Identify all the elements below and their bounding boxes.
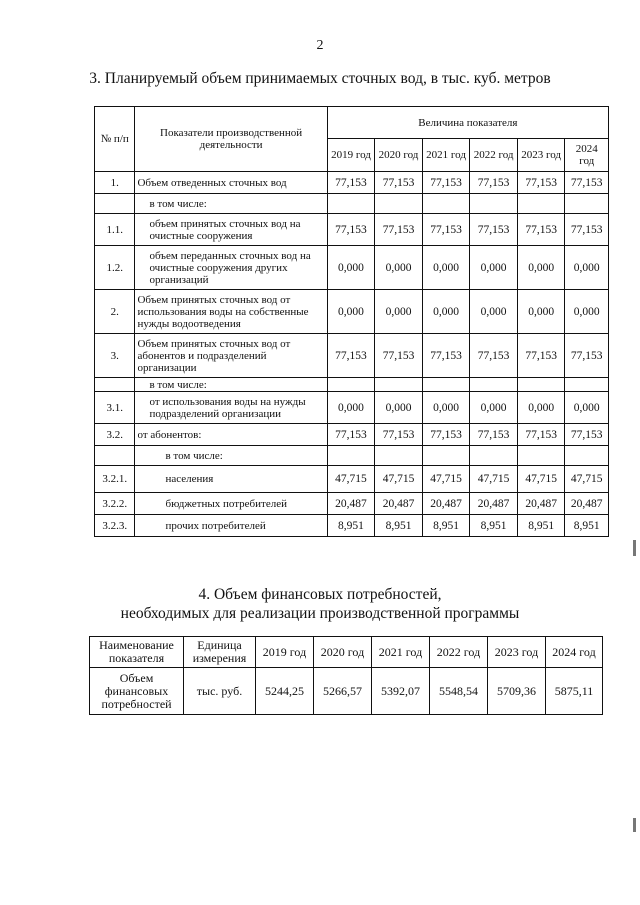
financial-needs-table [89,636,603,715]
row-value [470,194,518,214]
row-number: 3.2.1. [95,466,135,493]
row-value: 0,000 [470,246,518,290]
row-value [375,378,423,392]
header-year: 2021 год [372,637,430,668]
row-label: Объем принятых сточных вод от абонентов и подразделений организации [135,334,327,378]
row-value [422,194,470,214]
row-value [375,446,423,466]
row-value: 5266,57 [314,668,372,715]
row-label: в том числе: [135,378,327,392]
row-value [327,446,375,466]
row-value [422,446,470,466]
row-value: 20,487 [470,493,518,515]
row-value: 0,000 [470,290,518,334]
row-value: 47,715 [517,466,565,493]
header-unit: Единица измерения [184,637,256,668]
row-value [517,378,565,392]
row-value: 77,153 [327,424,375,446]
row-value: 0,000 [375,392,423,424]
row-value [517,194,565,214]
row-value: 77,153 [327,214,375,246]
table-row [95,334,609,378]
table-row [95,246,609,290]
row-value: 5709,36 [488,668,546,715]
row-value [565,194,609,214]
row-number: 3.1. [95,392,135,424]
row-label: от использования воды на нужды подразделений организации [135,392,327,424]
row-value: 0,000 [565,246,609,290]
header-year: 2019 год [256,637,314,668]
row-value: 5244,25 [256,668,314,715]
row-value: 77,153 [470,172,518,194]
row-value: 77,153 [422,424,470,446]
row-value: 77,153 [565,334,609,378]
row-number: 3.2.3. [95,515,135,537]
row-value: 77,153 [375,424,423,446]
table-row [95,515,609,537]
table-row [95,172,609,194]
row-value: 5392,07 [372,668,430,715]
row-value: 20,487 [375,493,423,515]
row-value: 47,715 [565,466,609,493]
row-label: Объем принятых сточных вод от использования воды на собственные нужды водоотведения [135,290,327,334]
table-row [95,466,609,493]
header-year: 2022 год [470,139,518,172]
row-value: 77,153 [422,214,470,246]
header-num: № п/п [95,107,135,172]
header-year: 2023 год [488,637,546,668]
row-label: от абонентов: [135,424,327,446]
row-value: 77,153 [470,214,518,246]
row-value [470,378,518,392]
row-value: 8,951 [517,515,565,537]
row-value: 77,153 [517,334,565,378]
section4-title-line1: 4. Объем финансовых потребностей, [198,586,442,603]
header-year: 2024 год [565,139,609,172]
row-number: 2. [95,290,135,334]
row-label: в том числе: [135,194,327,214]
row-number: 1. [95,172,135,194]
row-number [95,446,135,466]
header-name: Наименование показателя [90,637,184,668]
row-value: 77,153 [375,334,423,378]
table-row [95,446,609,466]
table-row [95,194,609,214]
row-value: 0,000 [375,290,423,334]
row-value [565,446,609,466]
row-number: 1.2. [95,246,135,290]
header-year: 2020 год [314,637,372,668]
row-label: объем принятых сточных вод на очистные сооружения [135,214,327,246]
row-value: 77,153 [470,334,518,378]
table-row [95,214,609,246]
row-value: 0,000 [565,290,609,334]
row-value: 0,000 [517,246,565,290]
row-value: 77,153 [517,172,565,194]
header-year: 2021 год [422,139,470,172]
row-value: 77,153 [470,424,518,446]
section4-title-line2: необходимых для реализации производственной программы [120,605,520,622]
row-value: 77,153 [422,334,470,378]
row-value: 0,000 [327,290,375,334]
row-value: 77,153 [565,214,609,246]
row-value: 0,000 [327,392,375,424]
row-label: Объем отведенных сточных вод [135,172,327,194]
row-number: 3.2.2. [95,493,135,515]
row-label: прочих потребителей [135,515,327,537]
header-year: 2019 год [327,139,375,172]
row-value: 0,000 [422,290,470,334]
row-value: 77,153 [517,214,565,246]
row-unit: тыс. руб. [184,668,256,715]
table-row [95,493,609,515]
scan-mark [633,818,636,832]
header-values-label: Величина показателя [327,107,608,139]
row-value: 47,715 [375,466,423,493]
row-value: 77,153 [327,334,375,378]
row-number: 1.1. [95,214,135,246]
row-number [95,378,135,392]
scan-mark [633,540,636,556]
table-row [95,424,609,446]
row-value [517,446,565,466]
row-value: 47,715 [470,466,518,493]
row-value: 47,715 [327,466,375,493]
row-value: 20,487 [327,493,375,515]
row-value: 0,000 [470,392,518,424]
row-value: 0,000 [517,392,565,424]
row-value: 20,487 [565,493,609,515]
row-number [95,194,135,214]
row-label: населения [135,466,327,493]
row-value [470,446,518,466]
table-row [95,392,609,424]
header-year: 2022 год [430,637,488,668]
row-value [327,378,375,392]
row-value [565,378,609,392]
header-year: 2024 год [546,637,603,668]
row-number: 3. [95,334,135,378]
row-value [375,194,423,214]
row-value: 20,487 [422,493,470,515]
row-value: 8,951 [327,515,375,537]
row-label: объем переданных сточных вод на очистные сооружения других организаций [135,246,327,290]
row-value: 77,153 [375,214,423,246]
row-value: 8,951 [422,515,470,537]
table-row [95,378,609,392]
row-value: 0,000 [422,392,470,424]
row-value: 5548,54 [430,668,488,715]
row-value [422,378,470,392]
row-number: 3.2. [95,424,135,446]
row-value: 0,000 [565,392,609,424]
row-value: 8,951 [565,515,609,537]
page-number: 2 [316,38,324,53]
row-value: 77,153 [565,172,609,194]
row-value: 0,000 [422,246,470,290]
row-value: 8,951 [375,515,423,537]
header-year: 2020 год [375,139,423,172]
wastewater-volume-table [94,106,609,537]
row-value: 8,951 [470,515,518,537]
row-value: 0,000 [375,246,423,290]
row-value: 77,153 [565,424,609,446]
row-value: 77,153 [517,424,565,446]
row-label: в том числе: [135,446,327,466]
row-value: 47,715 [422,466,470,493]
section3-title: 3. Планируемый объем принимаемых сточных вод, в тыс. куб. метров [89,70,551,87]
row-value: 0,000 [517,290,565,334]
row-name: Объем финансовых потребностей [90,668,184,715]
section4-title [0,585,640,623]
row-value: 20,487 [517,493,565,515]
row-value: 5875,11 [546,668,603,715]
row-value [327,194,375,214]
row-label: бюджетных потребителей [135,493,327,515]
header-year: 2023 год [517,139,565,172]
row-value: 77,153 [375,172,423,194]
header-indicators: Показатели производственной деятельности [135,107,327,172]
row-value: 77,153 [422,172,470,194]
row-value: 77,153 [327,172,375,194]
table-row [95,290,609,334]
row-value: 0,000 [327,246,375,290]
